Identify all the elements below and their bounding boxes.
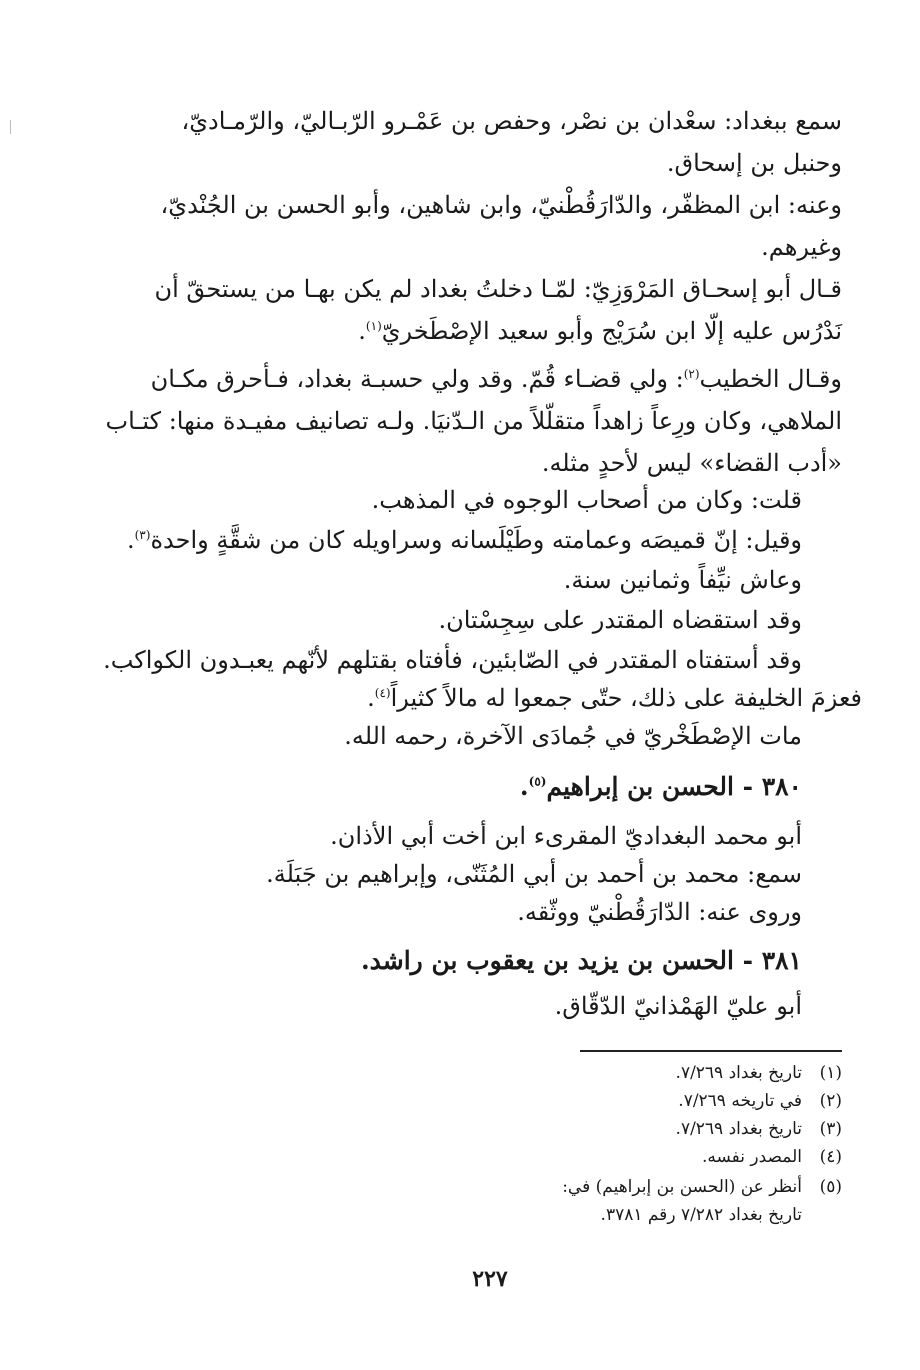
- page-number: ٢٢٧: [472, 1266, 508, 1292]
- footnote-2: [678, 1088, 842, 1114]
- text-line: سمع: محمد بن أحمد بن أبي المُثَنّى، وإبراهيم بن جَبَلَة.: [266, 860, 802, 888]
- entry-380-line-2: [266, 854, 802, 894]
- footnote-text: تاريخ بغداد ٧/٢٦٩.: [675, 1063, 802, 1083]
- line-azam: [367, 678, 862, 718]
- footnote-4: [702, 1144, 842, 1170]
- punctuation: .: [519, 772, 529, 801]
- line-istafta: [103, 640, 802, 680]
- text-line: وروى عنه: الدّارَقُطْنيّ ووثّقه.: [517, 898, 802, 926]
- footnote-5: [562, 1174, 842, 1200]
- text-line: وغيرهم.: [761, 233, 842, 261]
- entry-380-heading: [520, 766, 802, 808]
- paragraph-marwazi: [82, 268, 842, 352]
- footnote-number: (٢): [819, 1091, 842, 1111]
- text-line: وعنه: ابن المظفّر، والدّارَقُطْنيّ، وابن شاهين، وأبو الحسن بن الجُنْديّ،: [160, 191, 842, 219]
- footnote-number: (٣): [819, 1119, 842, 1139]
- footnote-number: (٥): [819, 1177, 842, 1197]
- footnote-divider: [580, 1050, 842, 1052]
- paragraph-students: [82, 184, 842, 268]
- paragraph-khatib: [82, 358, 842, 484]
- footnote-number: (١): [819, 1063, 842, 1083]
- text-line: وقيل: إنّ قميصَه وعمامته وطَيْلَسانه وسراويله كان من شقَّةٍ واحدة: [150, 526, 802, 554]
- entry-title: ٣٨٠ - الحسن بن إبراهيم: [546, 772, 802, 801]
- punctuation: .: [126, 526, 135, 554]
- text-line: وعاش نيِّفاً وثمانين سنة.: [563, 566, 802, 594]
- entry-379-marwazi: [82, 268, 842, 352]
- footnote-text: تاريخ بغداد ٧/٢٨٢ رقم ٣٧٨١.: [600, 1205, 802, 1225]
- entry-379-khatib: [82, 358, 842, 484]
- entry-381-heading: [361, 940, 802, 982]
- text-line: «أدب القضاء» ليس لأحدٍ مثله.: [541, 449, 842, 477]
- entry-title: ٣٨١ - الحسن بن يزيد بن يعقوب بن راشد.: [360, 946, 802, 975]
- footnote-1: [676, 1060, 842, 1086]
- footnote-text: في تاريخه ٧/٢٦٩.: [678, 1091, 802, 1111]
- line-qil: [127, 520, 802, 560]
- punctuation: .: [358, 317, 366, 345]
- footnote-5-continuation: [601, 1202, 802, 1228]
- footnote-number: (٤): [819, 1147, 842, 1167]
- line-istaqda: [438, 600, 802, 640]
- text-line: الملاهي، وكان ورِعاً زاهداً متقلّلاً من الـدّنيَا. ولـه تصانيف مفيـدة منها: كتـاب: [105, 407, 842, 435]
- footnote-ref: (٣): [134, 528, 151, 542]
- text-line: : ولي قضـاء قُمّ. وقد ولي حسبـة بغداد، فـأحرق مكـان: [150, 365, 684, 393]
- text-line: فعزمَ الخليفة على ذلك، حتّى جمعوا له مالاً كثيراً: [390, 684, 862, 712]
- footnote-text: المصدر نفسه.: [701, 1147, 802, 1167]
- footnote-text: أنظر عن (الحسن بن إبراهيم) في:: [562, 1177, 802, 1197]
- text-line: سمع ببغداد: سعْدان بن نصْر، وحفص بن عَمْـرو الرّبـاليّ، والرّمـاديّ،: [181, 107, 842, 135]
- text-line: نَدْرُس عليه إلّا ابن سُرَيْج وأبو سعيد الإصْطَخريّ: [381, 317, 842, 345]
- punctuation: .: [367, 684, 375, 712]
- entry-380-line-3: [517, 892, 802, 932]
- line-mat: [344, 716, 802, 756]
- line-aash: [564, 560, 802, 600]
- footnote-text: تاريخ بغداد ٧/٢٦٩.: [675, 1119, 802, 1139]
- footnote-3: [676, 1116, 842, 1142]
- text-line: قلت: وكان من أصحاب الوجوه في المذهب.: [371, 486, 802, 514]
- margin-mark: [10, 120, 11, 134]
- entry-381-line-1: [555, 986, 802, 1026]
- text-line: وقد استقضاه المقتدر على سِجِسْتان.: [438, 606, 802, 634]
- text-line: وقد أستفتاه المقتدر في الصّابئين، فأفتاه بقتلهم لأنّهم يعبـدون الكواكب.: [103, 646, 802, 674]
- entry-379-text: [82, 100, 842, 268]
- text-line: أبو عليّ الهَمْذانيّ الدّقّاق.: [554, 992, 802, 1020]
- footnote-ref: (٤): [374, 686, 391, 700]
- text-line: مات الإصْطَخْريّ في جُمادَى الآخرة، رحمه الله.: [344, 722, 802, 750]
- footnote-ref: (٢): [683, 367, 700, 381]
- paragraph-heard: [82, 100, 842, 184]
- text-line: أبو محمد البغداديّ المقرىء ابن أخت أبي الأذان.: [330, 822, 802, 850]
- footnote-ref: (١): [365, 319, 382, 333]
- text-line: وحنبل بن إسحاق.: [666, 149, 842, 177]
- text-line: قـال أبو إسحـاق المَرْوَزِيّ: لمّـا دخلتُ بغداد لم يكن بهـا من يستحقّ أن: [154, 275, 842, 303]
- footnote-ref: (٥): [528, 774, 547, 789]
- text-line: وقـال الخطيب: [699, 365, 842, 393]
- entry-380-line-1: [330, 816, 802, 856]
- line-qult: [372, 480, 802, 520]
